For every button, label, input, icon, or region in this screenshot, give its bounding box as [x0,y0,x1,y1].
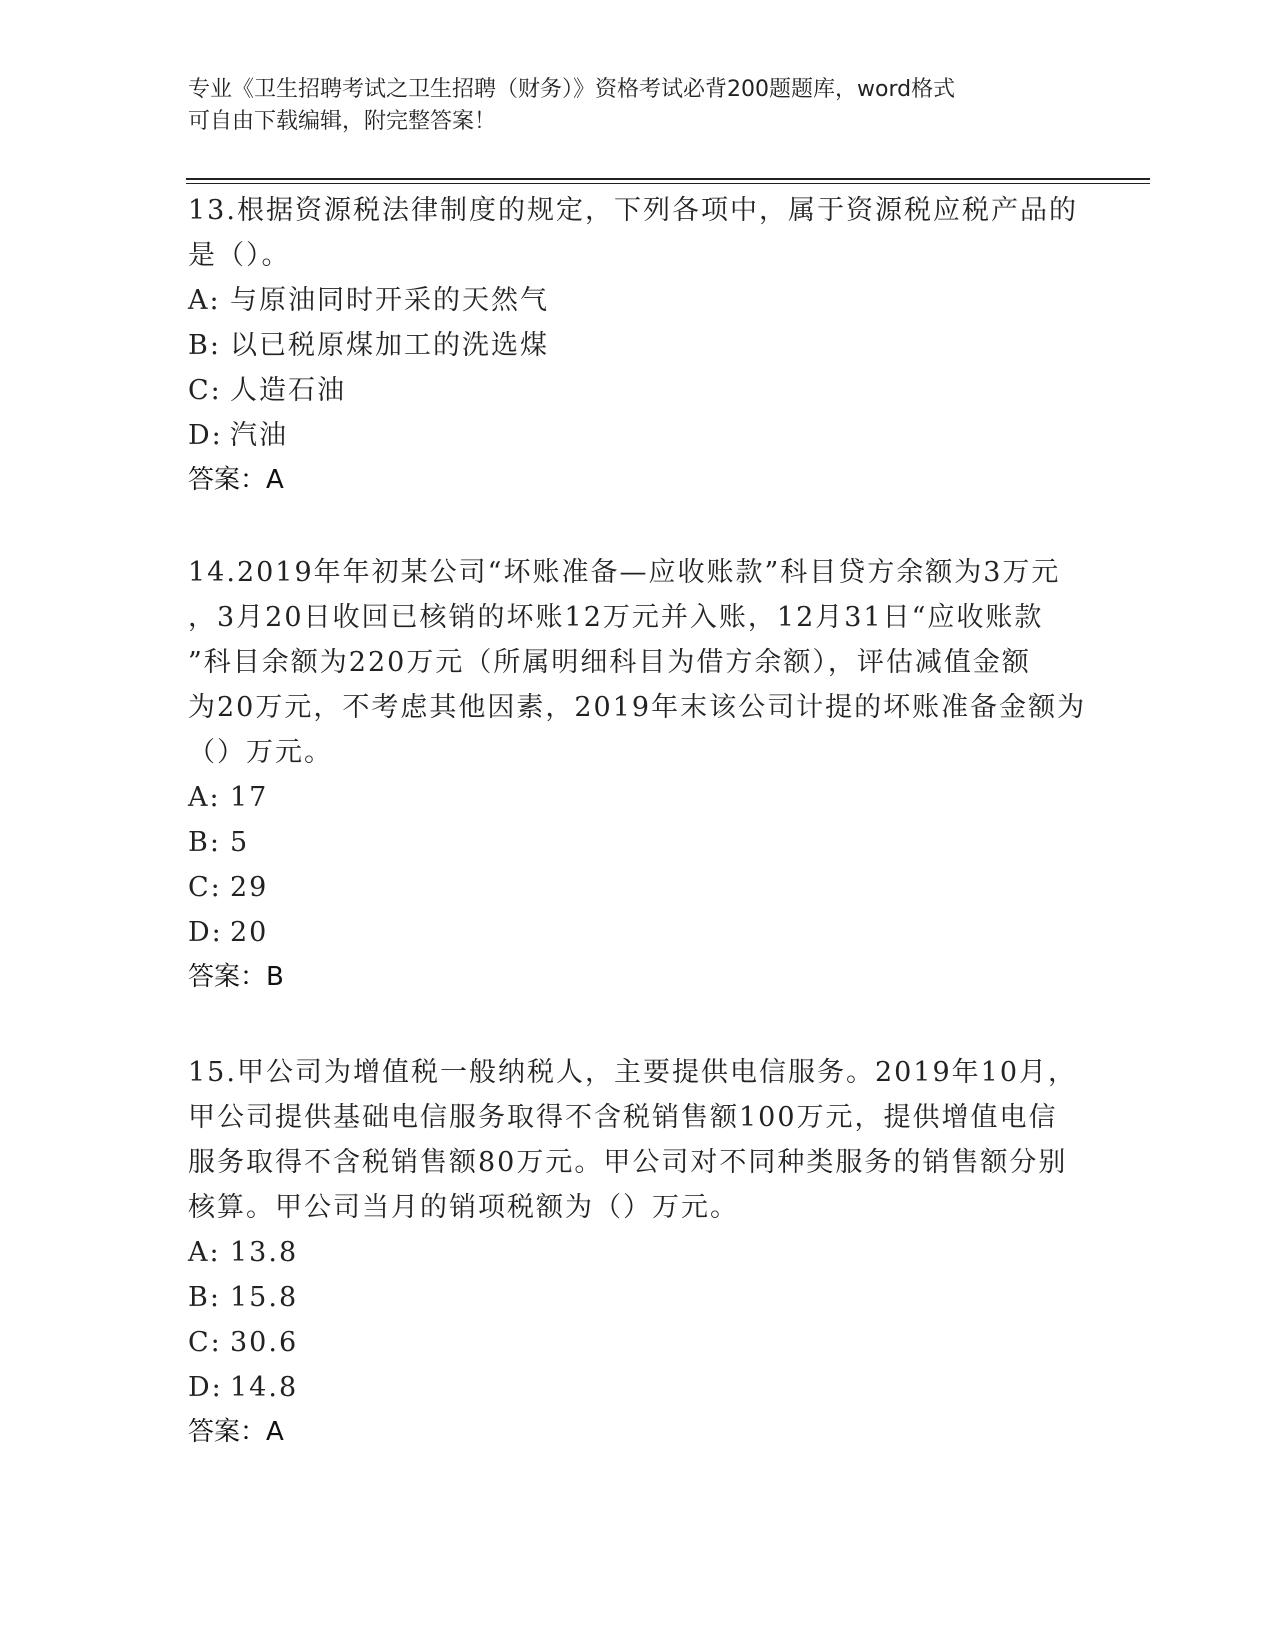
option-text: 以已税原煤加工的洗选煤 [230,330,549,361]
option-text: 15.8 [230,1282,299,1313]
option-text: 14.8 [230,1372,299,1403]
option-letter: D: [188,917,223,948]
question-stem-line: 14.2019年年初某公司“坏账准备—应收账款”科目贷方余额为3万元 [188,557,1061,588]
document-header [188,74,1088,138]
answer-line: 答案：A [188,1417,284,1447]
option-text: 5 [230,827,250,858]
question-stem-line: 为20万元，不考虑其他因素，2019年末该公司计提的坏账准备金额为 [188,692,1087,723]
option-b [188,820,1088,865]
option-d [188,910,1088,955]
question-stem-line: （）万元。 [188,737,333,768]
option-a [188,278,1088,323]
option-text: 20 [230,917,269,948]
option-text: 13.8 [230,1237,299,1268]
option-letter: D: [188,420,223,451]
option-a [188,1230,1088,1275]
answer-line: 答案：A [188,465,284,495]
question-stem-line: 甲公司提供基础电信服务取得不含税销售额100万元，提供增值电信 [188,1102,1058,1133]
question-stem [188,188,1088,278]
option-c [188,1320,1088,1365]
question-stem-line: ”科目余额为220万元（所属明细科目为借方余额），评估减值金额 [188,647,1031,678]
header-line-2: 可自由下载编辑，附完整答案！ [188,109,497,134]
option-text: 与原油同时开采的天然气 [230,285,549,316]
question-stem-line: ，3月20日收回已核销的坏账12万元并入账，12月31日“应收账款 [188,602,1044,633]
question-15 [188,1050,1088,1455]
header-divider-thin [186,183,1150,184]
option-c [188,865,1088,910]
answer-line: 答案：B [188,962,284,992]
option-letter: A: [188,782,221,813]
question-13 [188,188,1088,503]
option-text: 汽油 [230,420,288,451]
option-b [188,1275,1088,1320]
question-stem-line: 核算。甲公司当月的销项税额为（）万元。 [188,1192,739,1223]
option-d [188,1365,1088,1410]
header-divider-thick [186,178,1150,180]
question-stem-line: 服务取得不含税销售额80万元。甲公司对不同种类服务的销售额分别 [188,1147,1068,1178]
option-d [188,413,1088,458]
option-letter: A: [188,285,221,316]
option-letter: C: [188,872,222,903]
option-letter: C: [188,375,222,406]
question-stem-line: 是（）。 [188,240,291,271]
question-stem [188,1050,1088,1230]
option-b [188,323,1088,368]
option-text: 30.6 [230,1327,299,1358]
question-14 [188,550,1088,1000]
question-stem-line: 15.甲公司为增值税一般纳税人，主要提供电信服务。2019年10月， [188,1057,1078,1088]
option-a [188,775,1088,820]
option-letter: C: [188,1327,222,1358]
option-text: 人造石油 [230,375,346,406]
option-letter: B: [188,1282,221,1313]
option-text: 29 [230,872,269,903]
question-stem-line: 13.根据资源税法律制度的规定，下列各项中，属于资源税应税产品的 [188,195,1078,226]
option-letter: D: [188,1372,223,1403]
option-c [188,368,1088,413]
question-stem [188,550,1088,775]
option-letter: B: [188,330,221,361]
option-letter: B: [188,827,221,858]
option-text: 17 [230,782,269,813]
header-line-1: 专业《卫生招聘考试之卫生招聘（财务）》资格考试必背200题题库，word格式 [188,77,956,102]
option-letter: A: [188,1237,221,1268]
